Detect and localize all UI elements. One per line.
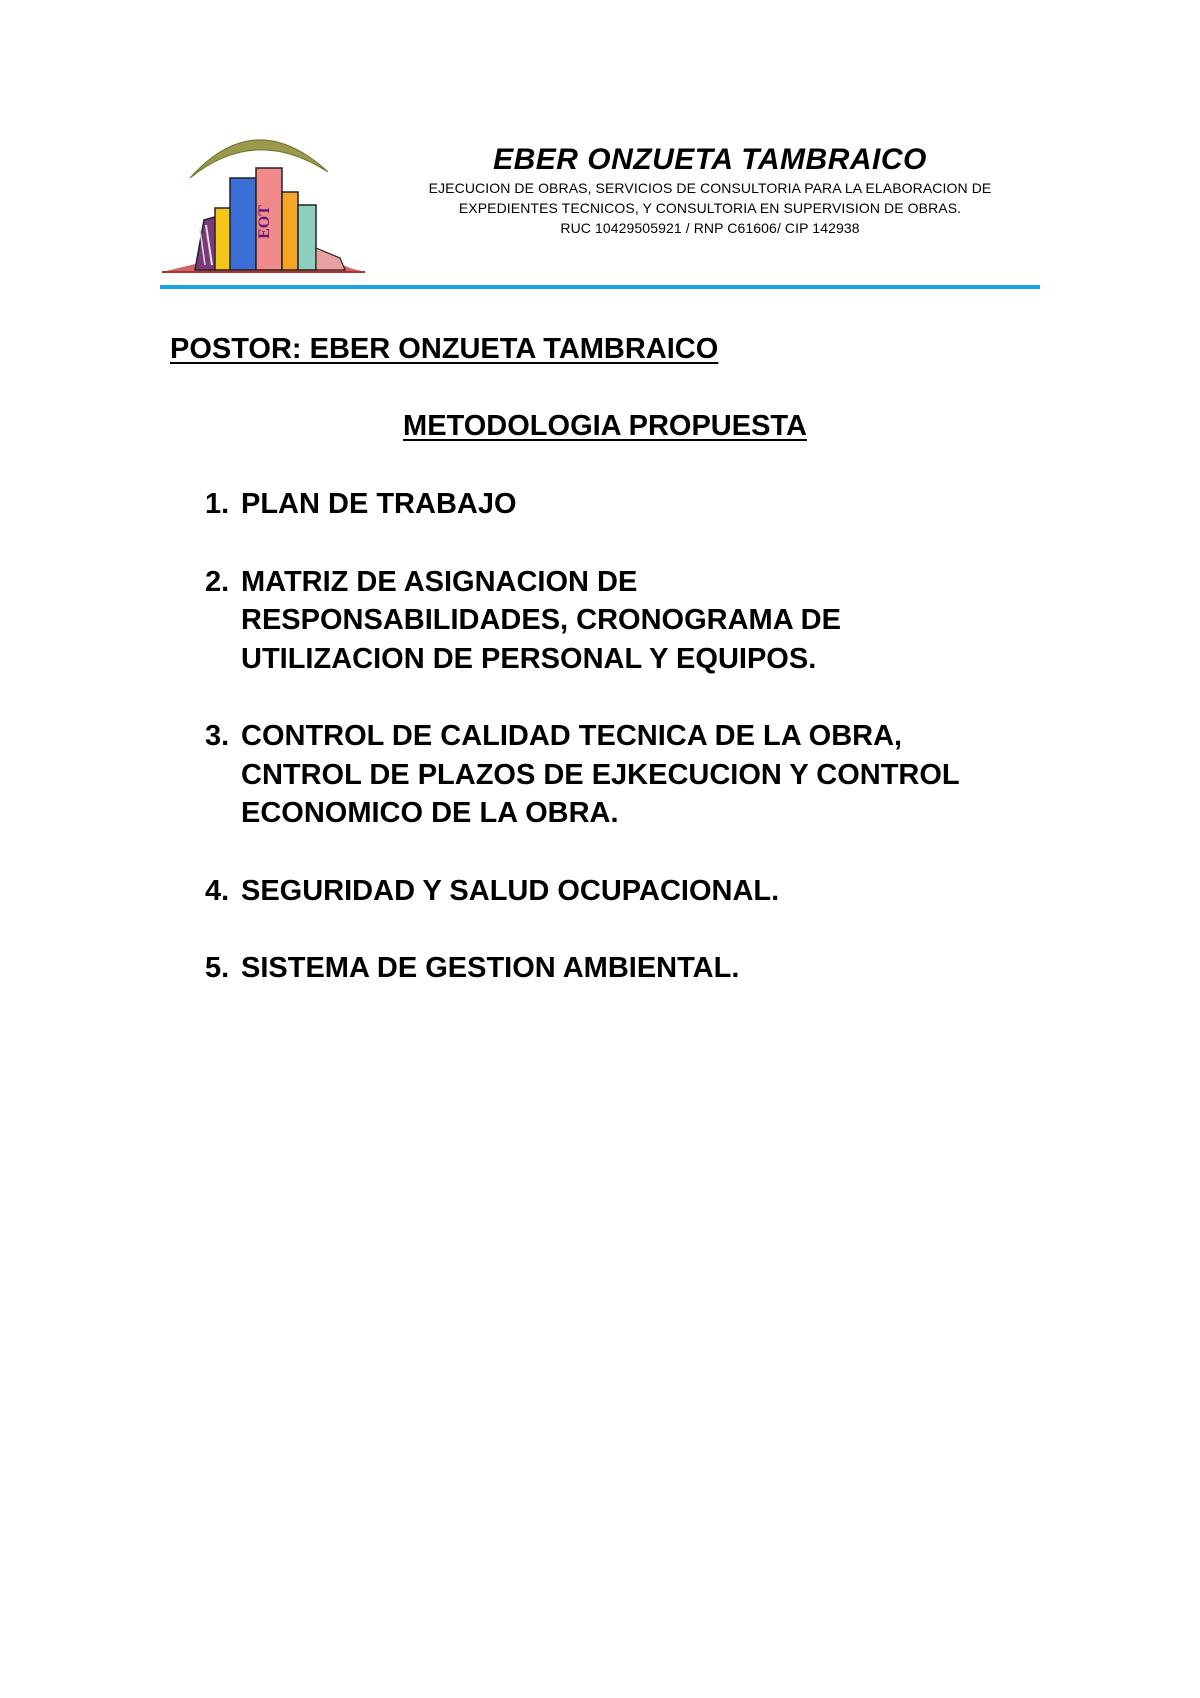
list-item-number: 1. bbox=[205, 488, 230, 520]
company-info bbox=[410, 142, 1010, 238]
list-item bbox=[205, 717, 995, 833]
list-item-text: SISTEMA DE GESTION AMBIENTAL. bbox=[241, 952, 740, 984]
list-item bbox=[205, 485, 995, 524]
postor-heading: POSTOR: EBER ONZUETA TAMBRAICO bbox=[170, 333, 719, 365]
list-item bbox=[205, 563, 995, 679]
list-item-text: CONTROL DE CALIDAD TECNICA DE LA OBRA, CNTROL DE PLAZOS DE EJKECUCION Y CONTROL ECONOMICO DE LA OBRA. bbox=[241, 720, 960, 829]
company-description-line-2: EXPEDIENTES TECNICOS, Y CONSULTORIA EN SUPERVISION DE OBRAS. bbox=[458, 200, 962, 216]
section-title bbox=[170, 407, 1040, 445]
list-item-number: 3. bbox=[205, 720, 230, 752]
section-title-text: METODOLOGIA PROPUESTA bbox=[403, 410, 807, 442]
methodology-list bbox=[205, 485, 995, 1027]
list-item-number: 5. bbox=[205, 952, 230, 984]
letterhead bbox=[160, 130, 1040, 280]
list-item bbox=[205, 949, 995, 988]
company-name: EBER ONZUETA TAMBRAICO bbox=[493, 143, 927, 176]
list-item-number: 4. bbox=[205, 874, 230, 907]
list-item-text: SEGURIDAD Y SALUD OCUPACIONAL. bbox=[241, 874, 780, 907]
list-item-text: PLAN DE TRABAJO bbox=[241, 488, 517, 520]
company-logo bbox=[160, 130, 370, 275]
list-item bbox=[205, 872, 995, 911]
list-item-number: 2. bbox=[205, 565, 230, 598]
svg-text:EOT: EOT bbox=[256, 205, 273, 239]
company-registration: RUC 10429505921 / RNP C61606/ CIP 142938 bbox=[560, 220, 860, 236]
header-divider bbox=[160, 285, 1040, 289]
company-description-line-1: EJECUCION DE OBRAS, SERVICIOS DE CONSULTORIA PARA LA ELABORACION DE bbox=[428, 180, 992, 196]
list-item-text: MATRIZ DE ASIGNACION DE RESPONSABILIDADES, CRONOGRAMA DE UTILIZACION DE PERSONAL Y EQUIPOS. bbox=[241, 565, 841, 675]
